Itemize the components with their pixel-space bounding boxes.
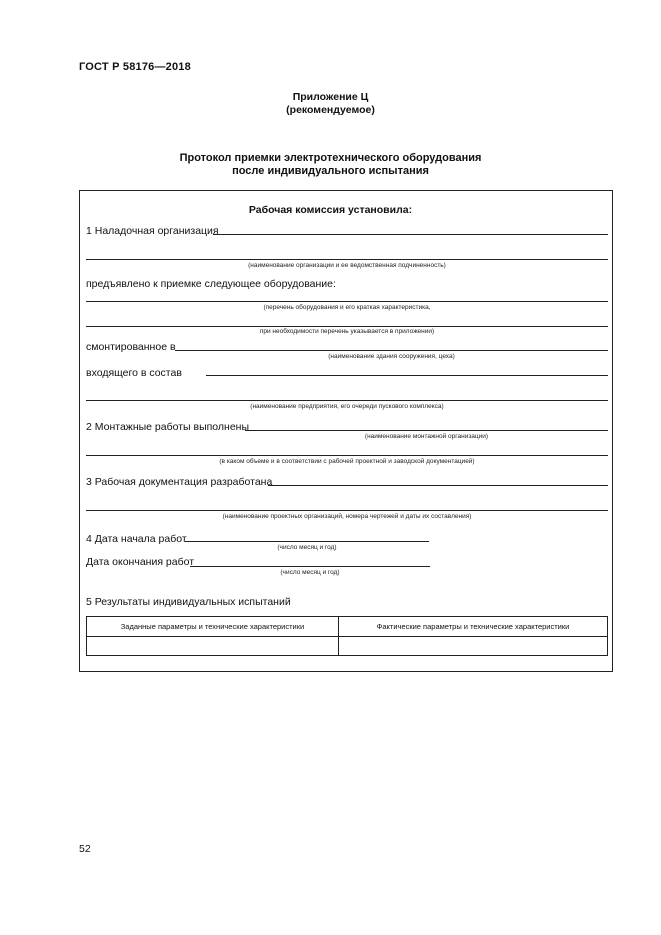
org-caption: (наименование организации и ее ведомственная подчиненность) — [248, 262, 446, 269]
equipment-caption-2: при необходимости перечень указывается в приложении) — [259, 328, 435, 335]
part-of-label: входящего в состав — [86, 367, 182, 379]
equipment-label: предъявлено к приемке следующее оборудование: — [86, 278, 336, 290]
results-header-actual: Фактические параметры и технические характеристики — [339, 617, 607, 637]
appendix-subtitle: (рекомендуемое) — [286, 104, 375, 116]
protocol-title — [0, 152, 661, 178]
standard-code: ГОСТ Р 58176—2018 — [79, 61, 191, 73]
org-input-line[interactable] — [213, 234, 608, 235]
protocol-title-line2: после индивидуального испытания — [232, 165, 429, 177]
appendix-title: Приложение Ц — [292, 91, 369, 103]
end-date-caption: (число месяц и год) — [280, 569, 340, 576]
org-input-line-2[interactable] — [86, 259, 608, 260]
equipment-caption-1: (перечень оборудования и его краткая характеристика, — [263, 304, 431, 311]
docs-label: 3 Рабочая документация разработана — [86, 476, 273, 488]
docs-caption: (наименование проектных организаций, номера чертежей и даты их составления) — [222, 513, 472, 520]
installation-input-line-2[interactable] — [86, 455, 608, 456]
installation-caption-1: (наименование монтажной организации) — [364, 433, 489, 440]
end-date-label: Дата окончания работ — [86, 556, 195, 568]
start-date-label: 4 Дата начала работ — [86, 533, 187, 545]
part-of-caption: (наименование предприятия, его очереди пускового комплекса) — [250, 403, 444, 410]
mounted-input-line[interactable] — [175, 350, 608, 351]
mounted-caption: (наименование здания сооружения, цеха) — [328, 353, 455, 360]
installation-input-line[interactable] — [245, 430, 608, 431]
results-col-actual — [339, 617, 607, 655]
part-of-input-line[interactable] — [206, 375, 608, 376]
protocol-title-line1: Протокол приемки электротехнического оборудования — [179, 152, 482, 164]
end-date-input-line[interactable] — [190, 566, 430, 567]
equipment-input-line[interactable] — [86, 301, 608, 302]
equipment-input-line-2[interactable] — [86, 326, 608, 327]
results-table — [86, 616, 608, 656]
installation-caption-2: (в каком объеме и в соответствии с рабочей проектной и заводской документацией) — [219, 458, 475, 465]
start-date-input-line[interactable] — [185, 541, 429, 542]
commission-heading: Рабочая комиссия установила: — [248, 204, 413, 216]
appendix-heading — [0, 91, 661, 117]
page-number: 52 — [79, 843, 91, 855]
docs-input-line-2[interactable] — [86, 510, 608, 511]
results-header-specified: Заданные параметры и технические характеристики — [87, 617, 338, 637]
results-label: 5 Результаты индивидуальных испытаний — [86, 596, 291, 608]
org-label: 1 Наладочная организация — [86, 225, 219, 237]
mounted-label: смонтированное в — [86, 341, 176, 353]
part-of-input-line-2[interactable] — [86, 400, 608, 401]
docs-input-line[interactable] — [268, 485, 608, 486]
start-date-caption: (число месяц и год) — [277, 544, 337, 551]
results-col-specified — [87, 617, 339, 655]
installation-label: 2 Монтажные работы выполнены — [86, 421, 250, 433]
